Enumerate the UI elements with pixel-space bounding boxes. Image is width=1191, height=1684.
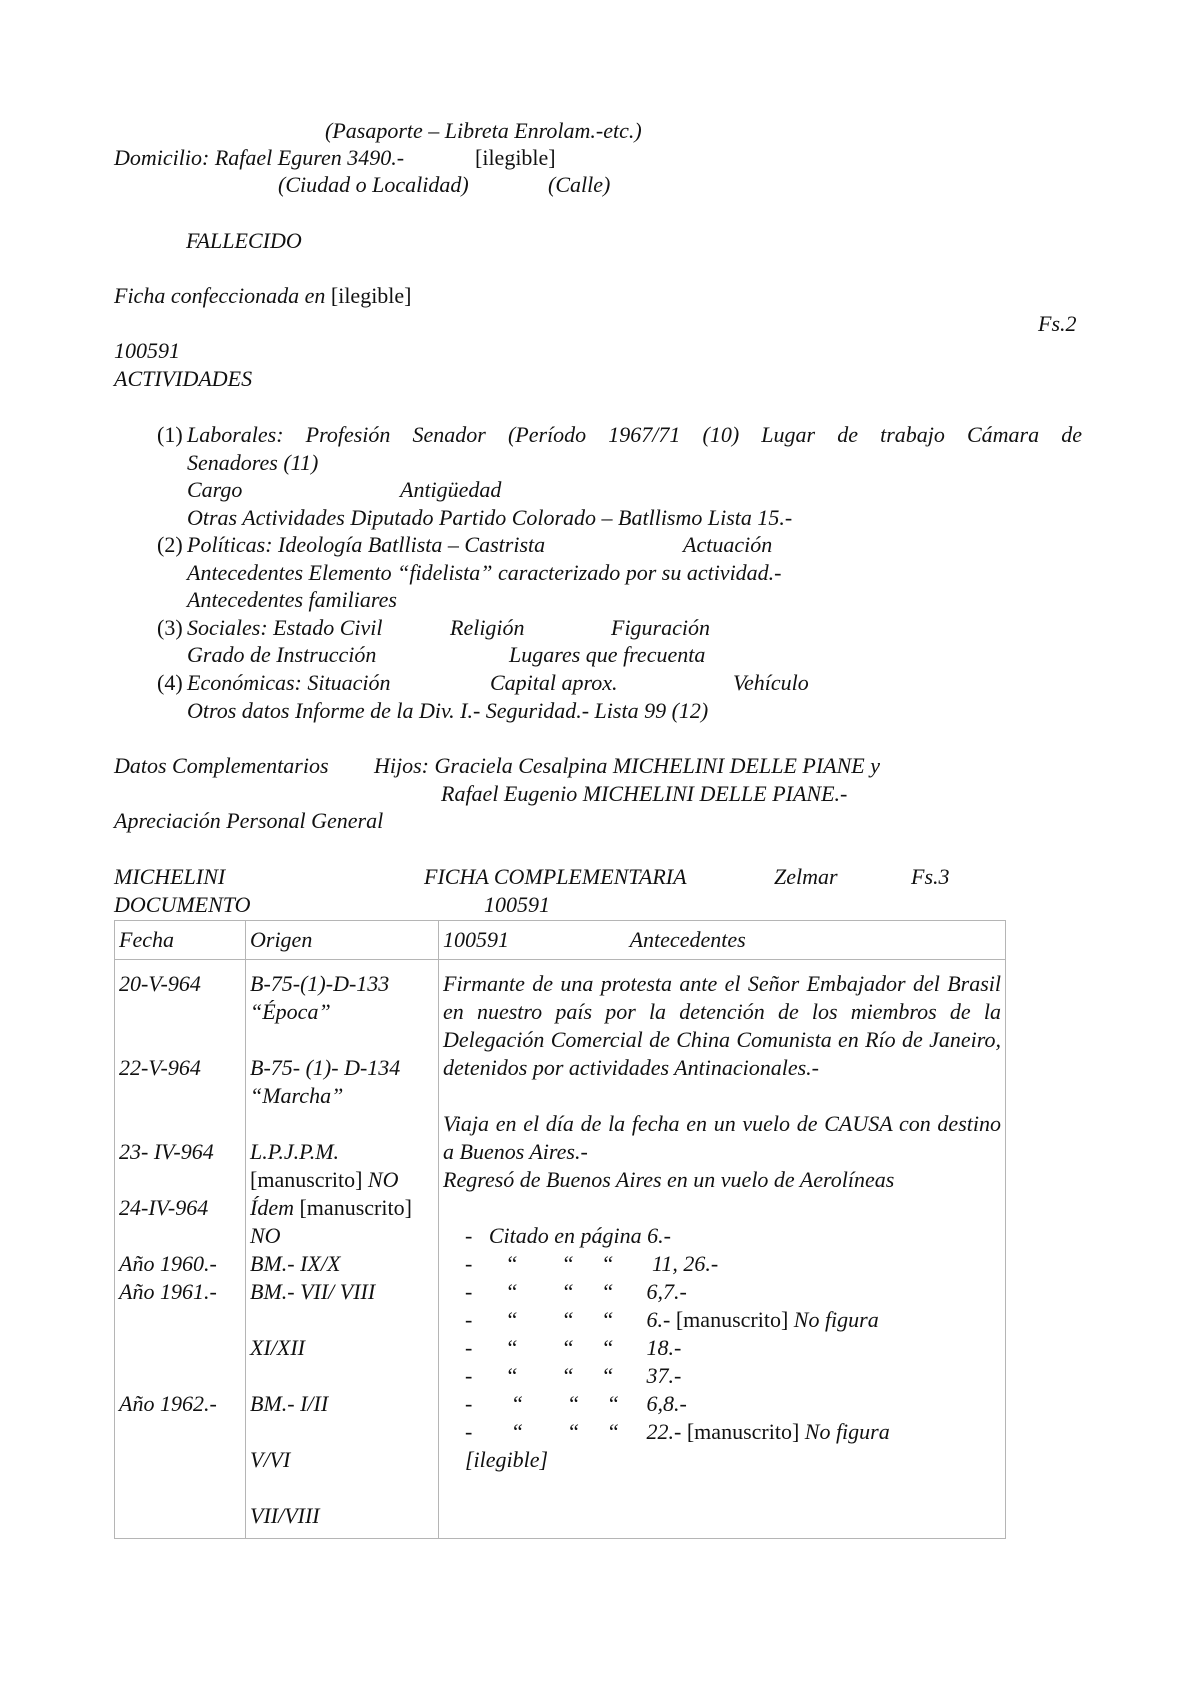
origen-entry: XI/XII [250, 1335, 305, 1360]
illegible-end: [ilegible] [443, 1447, 549, 1472]
origen-entry [250, 1418, 434, 1446]
origen-manuscrito-1 [250, 1166, 434, 1194]
fecha-entry [119, 998, 241, 1026]
ficha-number: 100591 [484, 892, 550, 917]
ditto-manuscrito-line-2 [443, 1418, 1001, 1446]
ciudad-label: (Ciudad o Localidad) [278, 172, 469, 197]
antiguedad-label: Antigüedad [400, 477, 502, 502]
domicilio-value: Rafael Eguren 3490.- [214, 145, 405, 170]
fecha-entry [119, 1082, 241, 1110]
fecha-entry: 24-IV-964 [119, 1195, 209, 1220]
ditto-line: - “ “ “ 37.- [443, 1363, 682, 1388]
hijos-line-1: Hijos: Graciela Cesalpina MICHELINI DELLE PIANE y [374, 753, 880, 778]
antecedentes-paragraph-2: Viaja en el día de la fecha en un vuelo de CAUSA con destino a Buenos Aires.- [443, 1111, 1001, 1164]
datos-complementarios-label: Datos Complementarios [114, 753, 329, 778]
laborales-line-2: Senadores (11) [187, 450, 319, 475]
origen-entry: BM.- I/II [250, 1391, 329, 1416]
header-fecha: Fecha [115, 921, 246, 960]
cargo-label: Cargo [187, 477, 243, 502]
manuscrito-tag: [manuscrito] [686, 1419, 800, 1444]
manuscrito-tag: [manuscrito] [250, 1167, 363, 1192]
origen-entry: “Marcha” [250, 1083, 344, 1108]
economicas-label: Económicas: Situación [187, 670, 391, 695]
origen-entry: VII/VIII [250, 1503, 320, 1528]
lugares-frecuenta: Lugares que frecuenta [509, 642, 706, 667]
origen-entry: BM.- IX/X [250, 1251, 341, 1276]
sociales-label: Sociales: Estado Civil [187, 615, 383, 640]
religion-label: Religión [450, 615, 525, 640]
calle-label: (Calle) [548, 172, 611, 197]
manuscrito-tag: [manuscrito] [675, 1307, 789, 1332]
antecedentes-cell [439, 960, 1006, 1539]
ditto-manuscrito-line [443, 1306, 1001, 1334]
origen-entry [250, 1110, 434, 1138]
otros-datos: Otros datos Informe de la Div. I.- Seguridad.- Lista 99 (12) [187, 698, 709, 723]
fecha-entry [119, 1222, 241, 1250]
origen-list [250, 970, 434, 1166]
origen-entry [250, 1474, 434, 1502]
header-number: 100591 [443, 927, 509, 952]
fecha-entry: 22-V-964 [119, 1055, 201, 1080]
ditto-line: - “ “ “ 18.- [443, 1335, 682, 1360]
fecha-entry: 23- IV-964 [119, 1139, 214, 1164]
politicas-label: Políticas: Ideología Batllista – Castrista [187, 532, 546, 557]
fecha-entry: Año 1961.- [119, 1279, 217, 1304]
figuracion-label: Figuración [611, 615, 710, 640]
no-figura-text: No figura [788, 1307, 879, 1332]
item-number-1: (1) [157, 422, 183, 447]
page-ref-fs2: Fs.2 [1038, 311, 1077, 336]
fecha-entry [119, 1166, 241, 1194]
ditto-line: - “ “ “ 6,8.- [443, 1391, 687, 1416]
fecha-list [119, 970, 241, 1530]
origen-entry [250, 1306, 434, 1334]
domicilio-label: Domicilio: [114, 145, 210, 170]
fecha-entry [119, 1026, 241, 1054]
origen-entry: B-75-(1)-D-133 [250, 971, 390, 996]
item-number-3: (3) [157, 615, 183, 640]
fecha-cell [115, 960, 246, 1539]
capital-label: Capital aprox. [490, 670, 618, 695]
ficha-confeccionada-line [114, 282, 412, 310]
manuscrito-text: NO [367, 1167, 399, 1192]
laborales-line: Laborales: Profesión Senador (Período 1967/71 (10) Lugar de trabajo Cámara de [187, 422, 1082, 447]
antecedentes-line: Antecedentes Elemento “fidelista” caracterizado por su actividad.- [187, 560, 782, 585]
file-number: 100591 [114, 338, 180, 363]
fecha-entry [119, 1474, 241, 1502]
origen-entry [250, 1362, 434, 1390]
domicilio-line [114, 144, 404, 172]
fecha-entry: Año 1960.- [119, 1251, 217, 1276]
section-title: ACTIVIDADES [114, 366, 253, 391]
origen-entry: B-75- (1)- D-134 [250, 1055, 401, 1080]
header-origen: Origen [246, 921, 439, 960]
fecha-entry [119, 1418, 241, 1446]
ditto-line: - “ “ “ 11, 26.- [443, 1251, 719, 1276]
item-number-4: (4) [157, 670, 183, 695]
antecedentes-table [114, 920, 1006, 1539]
ditto-prefix: - “ “ “ 22.- [443, 1419, 687, 1444]
ditto-list-2 [443, 1334, 1001, 1418]
actuacion-label: Actuación [683, 532, 773, 557]
table-row [115, 960, 1006, 1539]
fecha-entry: Año 1962.- [119, 1391, 217, 1416]
otras-actividades: Otras Actividades Diputado Partido Colorado – Batllismo Lista 15.- [187, 505, 793, 530]
antecedentes-paragraph-1: Firmante de una protesta ante el Señor Embajador del Brasil en nuestro país por la detención de los miembros de la Delegación Comercial de China Comunista en Río de Janeiro, detenidos por actividades Antinacionales.- [443, 971, 1001, 1080]
surname: MICHELINI [114, 864, 226, 889]
origen-manuscrito-2-text: NO [250, 1223, 281, 1248]
origen-cell [246, 960, 439, 1539]
apreciacion-personal: Apreciación Personal General [114, 808, 384, 833]
fecha-entry [119, 1306, 241, 1334]
origen-idem [250, 1194, 434, 1222]
origen-entry: BM.- VII/ VIII [250, 1279, 376, 1304]
origen-entry: V/VI [250, 1447, 291, 1472]
ficha-label: Ficha confeccionada en [114, 283, 326, 308]
vehiculo-label: Vehículo [733, 670, 809, 695]
origen-entry [250, 1026, 434, 1054]
antecedentes-familiares: Antecedentes familiares [187, 587, 397, 612]
manuscrito-tag: [manuscrito] [299, 1195, 412, 1220]
idem-text: Ídem [250, 1195, 294, 1220]
document-type-hint: (Pasaporte – Libreta Enrolam.-etc.) [325, 118, 642, 143]
header-antecedentes-label: Antecedentes [629, 927, 746, 952]
fecha-entry [119, 1446, 241, 1474]
hijos-line-2: Rafael Eugenio MICHELINI DELLE PIANE.- [441, 781, 848, 806]
status-fallecido: FALLECIDO [186, 228, 302, 253]
documento-label: DOCUMENTO [114, 892, 251, 917]
grado-instruccion: Grado de Instrucción [187, 642, 377, 667]
citado-line: - Citado en página 6.- [443, 1223, 671, 1248]
page-ref-fs3: Fs.3 [911, 864, 950, 889]
ditto-list [443, 1250, 1001, 1306]
no-figura-text: No figura [799, 1419, 890, 1444]
domicilio-illegible: [ilegible] [475, 145, 556, 170]
fecha-entry [119, 1110, 241, 1138]
antecedentes-paragraph-3: Regresó de Buenos Aires en un vuelo de Aerolíneas [443, 1167, 895, 1192]
fecha-entry: 20-V-964 [119, 971, 201, 996]
first-name: Zelmar [774, 864, 838, 889]
fecha-entry [119, 1334, 241, 1362]
ditto-prefix: - “ “ “ 6.- [443, 1307, 676, 1332]
ditto-line: - “ “ “ 6,7.- [443, 1279, 687, 1304]
origen-entry: L.P.J.P.M. [250, 1139, 340, 1164]
origen-entry: “Época” [250, 999, 331, 1024]
ficha-title: FICHA COMPLEMENTARIA [424, 864, 687, 889]
fecha-entry [119, 1502, 241, 1530]
origen-list-2 [250, 1250, 434, 1530]
table-header-row [115, 921, 1006, 960]
item-number-2: (2) [157, 532, 183, 557]
fecha-entry [119, 1362, 241, 1390]
header-antecedentes [439, 921, 1006, 960]
ficha-illegible: [ilegible] [330, 283, 412, 308]
